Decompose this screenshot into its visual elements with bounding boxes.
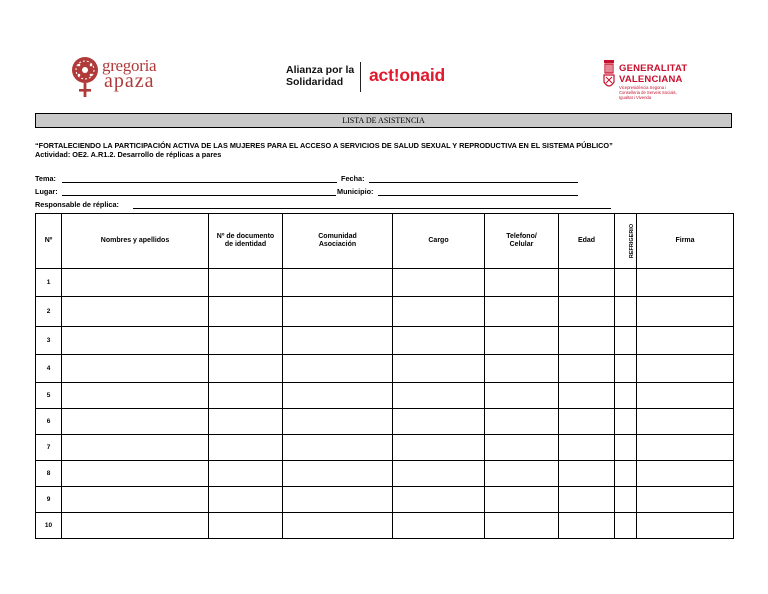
row-number: 6	[36, 409, 62, 435]
col-document-header	[209, 214, 283, 269]
table-cell[interactable]	[209, 355, 283, 383]
table-cell[interactable]	[283, 355, 393, 383]
table-row	[36, 383, 734, 409]
row-number: 3	[36, 327, 62, 355]
table-cell[interactable]	[283, 327, 393, 355]
table-cell[interactable]	[615, 355, 637, 383]
gva-sub2: Conselleria de Serveis Socials,	[619, 90, 677, 95]
table-cell[interactable]	[62, 383, 209, 409]
gva-title	[619, 64, 687, 85]
table-row	[36, 487, 734, 513]
table-cell[interactable]	[559, 297, 615, 327]
col-refrigerio-header	[615, 214, 637, 269]
table-cell[interactable]	[637, 461, 734, 487]
attendance-table	[35, 213, 734, 539]
table-cell[interactable]	[62, 461, 209, 487]
table-cell[interactable]	[62, 355, 209, 383]
table-cell[interactable]	[559, 409, 615, 435]
gregoria-apaza-emblem-icon	[68, 55, 102, 99]
table-cell[interactable]	[637, 513, 734, 539]
table-cell[interactable]	[393, 327, 485, 355]
table-cell[interactable]	[283, 461, 393, 487]
table-cell[interactable]	[615, 269, 637, 297]
table-cell[interactable]	[559, 383, 615, 409]
table-cell[interactable]	[615, 327, 637, 355]
project-title: “FORTALECIENDO LA PARTICIPACIÓN ACTIVA DE LAS MUJERES PARA EL ACCESO A SERVICIOS DE SALUD SEXUAL Y REPRODUCTIVA EN EL SISTEMA PÚBLICO”	[35, 141, 613, 150]
table-cell[interactable]	[62, 435, 209, 461]
table-cell[interactable]	[393, 383, 485, 409]
municipio-line[interactable]	[378, 195, 578, 196]
table-cell[interactable]	[485, 327, 559, 355]
gva-line1: GENERALITAT	[619, 63, 688, 74]
table-cell[interactable]	[62, 327, 209, 355]
table-cell[interactable]	[209, 487, 283, 513]
table-cell[interactable]	[559, 487, 615, 513]
gva-line2: VALENCIANA	[619, 73, 683, 85]
table-cell[interactable]	[637, 269, 734, 297]
tema-line[interactable]	[62, 182, 337, 183]
table-cell[interactable]	[283, 383, 393, 409]
logo-divider	[360, 62, 361, 92]
row-number: 8	[36, 461, 62, 487]
col-community-line2: Asociación	[318, 241, 357, 248]
table-cell[interactable]	[637, 435, 734, 461]
table-cell[interactable]	[209, 297, 283, 327]
table-cell[interactable]	[393, 487, 485, 513]
table-cell[interactable]	[485, 355, 559, 383]
table-cell[interactable]	[209, 409, 283, 435]
table-cell[interactable]	[393, 355, 485, 383]
col-number-header: Nº	[36, 214, 62, 269]
table-cell[interactable]	[615, 513, 637, 539]
table-cell[interactable]	[559, 461, 615, 487]
table-cell[interactable]	[615, 435, 637, 461]
table-cell[interactable]	[485, 461, 559, 487]
col-community-line1: Comunidad	[318, 233, 357, 240]
table-cell[interactable]	[209, 513, 283, 539]
row-number: 9	[36, 487, 62, 513]
table-cell[interactable]	[559, 513, 615, 539]
row-number: 5	[36, 383, 62, 409]
table-cell[interactable]	[637, 355, 734, 383]
table-row	[36, 409, 734, 435]
table-cell[interactable]	[209, 269, 283, 297]
attendance-list-banner: LISTA DE ASISTENCIA	[35, 113, 732, 128]
table-cell[interactable]	[209, 461, 283, 487]
row-number: 4	[36, 355, 62, 383]
table-cell[interactable]	[393, 269, 485, 297]
table-body	[36, 269, 734, 539]
col-names-header: Nombres y apellidos	[62, 214, 209, 269]
row-number: 2	[36, 297, 62, 327]
municipio-label: Municipio:	[337, 187, 374, 196]
table-cell[interactable]	[615, 297, 637, 327]
table-cell[interactable]	[209, 383, 283, 409]
table-cell[interactable]	[485, 297, 559, 327]
gregoria-apaza-logo	[68, 55, 178, 99]
responsable-line[interactable]	[133, 208, 611, 209]
table-cell[interactable]	[62, 297, 209, 327]
table-cell[interactable]	[559, 435, 615, 461]
table-cell[interactable]	[62, 513, 209, 539]
table-cell[interactable]	[485, 435, 559, 461]
table-cell[interactable]	[283, 409, 393, 435]
table-cell[interactable]	[283, 513, 393, 539]
table-cell[interactable]	[485, 487, 559, 513]
table-cell[interactable]	[615, 461, 637, 487]
table-cell[interactable]	[615, 383, 637, 409]
table-row	[36, 461, 734, 487]
table-cell[interactable]	[637, 297, 734, 327]
col-document-line2: de identidad	[224, 241, 267, 248]
fecha-line[interactable]	[369, 182, 578, 183]
table-cell[interactable]	[209, 327, 283, 355]
table-row	[36, 435, 734, 461]
table-cell[interactable]	[283, 269, 393, 297]
col-refrigerio-label: REFRIGERIO	[629, 223, 636, 259]
table-cell[interactable]	[393, 409, 485, 435]
col-phone-line1: Telefono/	[506, 233, 537, 240]
row-number: 1	[36, 269, 62, 297]
table-cell[interactable]	[393, 461, 485, 487]
table-cell[interactable]	[637, 487, 734, 513]
table-cell[interactable]	[485, 513, 559, 539]
table-cell[interactable]	[559, 355, 615, 383]
fecha-label: Fecha:	[341, 174, 365, 183]
table-cell[interactable]	[393, 513, 485, 539]
table-cell[interactable]	[559, 269, 615, 297]
table-cell[interactable]	[283, 487, 393, 513]
alianza-line2: Solidaridad	[286, 76, 344, 88]
row-number: 10	[36, 513, 62, 539]
row-number: 7	[36, 435, 62, 461]
alianza-logo-text	[286, 64, 354, 88]
table-cell[interactable]	[62, 269, 209, 297]
table-row	[36, 513, 734, 539]
table-row	[36, 355, 734, 383]
table-cell[interactable]	[485, 383, 559, 409]
table-cell[interactable]	[393, 435, 485, 461]
table-cell[interactable]	[615, 487, 637, 513]
alianza-line1: Alianza por la	[286, 64, 355, 76]
alianza-actionaid-logo	[286, 62, 476, 94]
tema-label: Tema:	[35, 174, 56, 183]
table-cell[interactable]	[283, 297, 393, 327]
col-phone-header	[485, 214, 559, 269]
table-cell[interactable]	[559, 327, 615, 355]
col-age-header: Edad	[559, 214, 615, 269]
gva-subtitle	[619, 85, 711, 100]
col-document-line1: Nº de documento	[216, 233, 275, 240]
lugar-label: Lugar:	[35, 187, 58, 196]
gva-sub3: Igualtat i Vivenda	[619, 95, 652, 100]
table-row	[36, 327, 734, 355]
col-phone-line2: Celular	[509, 241, 534, 248]
table-cell[interactable]	[485, 409, 559, 435]
actionaid-logo-text: act!onaid	[369, 65, 445, 85]
table-cell[interactable]	[283, 435, 393, 461]
table-cell[interactable]	[637, 383, 734, 409]
col-cargo-header: Cargo	[393, 214, 485, 269]
gregoria-logo-line1: gregoria	[102, 56, 157, 75]
table-row	[36, 269, 734, 297]
generalitat-shield-icon	[602, 60, 616, 90]
responsable-label: Responsable de réplica:	[35, 200, 119, 209]
gregoria-logo-line2: apaza	[104, 70, 155, 92]
table-cell[interactable]	[393, 297, 485, 327]
lugar-line[interactable]	[62, 195, 336, 196]
col-community-header	[283, 214, 393, 269]
generalitat-valenciana-logo	[602, 60, 712, 102]
col-signature-header: Firma	[637, 214, 734, 269]
table-cell[interactable]	[615, 409, 637, 435]
activity-line: Actividad: OE2. A.R1.2. Desarrollo de réplicas a pares	[35, 150, 222, 159]
table-cell[interactable]	[637, 327, 734, 355]
table-cell[interactable]	[485, 269, 559, 297]
table-header-row	[36, 214, 734, 269]
table-cell[interactable]	[637, 409, 734, 435]
table-cell[interactable]	[62, 409, 209, 435]
table-row	[36, 297, 734, 327]
table-cell[interactable]	[209, 435, 283, 461]
table-cell[interactable]	[62, 487, 209, 513]
gva-sub1: Vicepresidència Segona i	[619, 85, 667, 90]
